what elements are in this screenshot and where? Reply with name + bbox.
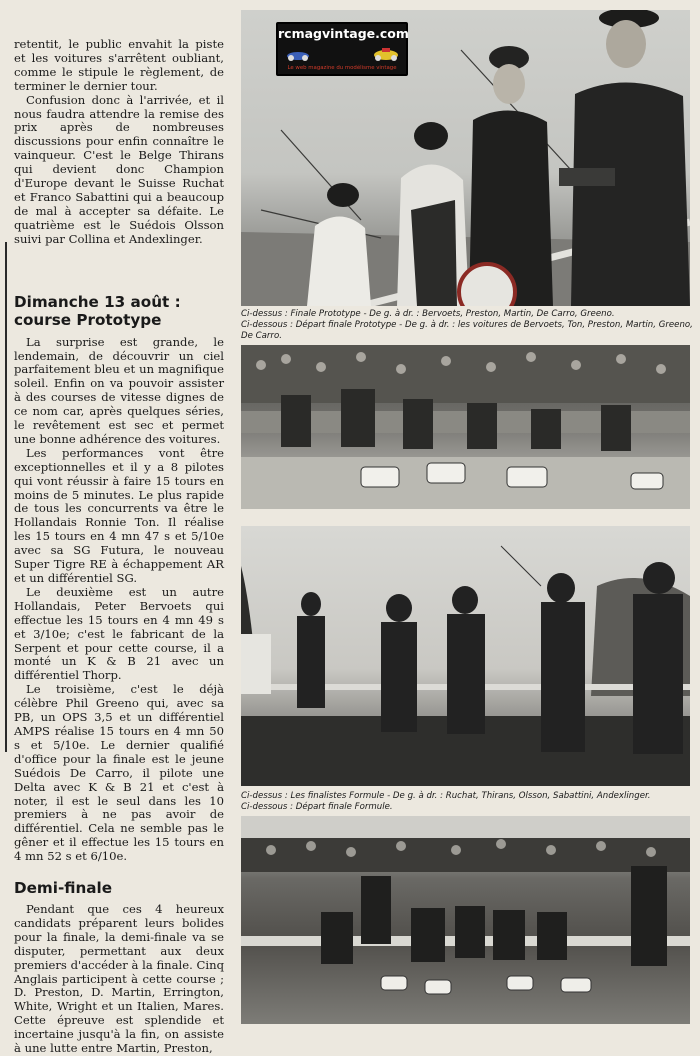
logo-subtitle: Le web magazine du modélisme vintage — [287, 65, 397, 71]
photo-finalistes-formule — [241, 526, 690, 786]
caption-photo-3: Ci-dessus : Les finalistes Formule - De g. à dr. : Ruchat, Thirans, Olsson, Sabattini, Andexlinger. — [241, 791, 651, 801]
race-car-icon — [282, 42, 402, 62]
heading-demi-finale: Demi-finale — [14, 879, 113, 898]
paragraph-1: retentit, le public envahit la piste et les voitures s'arrêtent oubliant, comme le stipule le règlement, de terminer le dernier tour. — [14, 37, 224, 93]
paragraph-3: La surprise est grande, le lendemain, de découvrir un ciel parfaitement bleu et un magnifique soleil. Enfin on va pouvoir assister à des courses de vitesse dignes de ce nom car, après quelques séries, le revêtement est sec et permet une bonne adhérence des voitures. — [14, 334, 224, 446]
rcmagvintage-logo — [276, 22, 408, 76]
text-column — [14, 38, 224, 1056]
caption-photo-1: Ci-dessus : Finale Prototype - De g. à dr. : Bervoets, Preston, Martin, De Carro, Greeno. — [241, 309, 615, 319]
paragraph-7: Pendant que ces 4 heureux candidats préparent leurs bolides pour la finale, la demi-finale va se disputer, permettant aux deux premiers d'accéder à la finale. Cinq Anglais participent à cette course ; D. Preston, D. Martin, Errington, White, Wright et un Italien, Mares. Cette épreuve est splendide et incertaine jusqu'à la fin, on assiste à une lutte entre Martin, Preston, — [14, 902, 224, 1056]
paragraph-4: Les performances vont être exceptionnelles et il y a 8 pilotes qui vont réussir à faire 15 tours en moins de 5 minutes. Le plus rapide de tous les concurrents va être le Hollandais Ronnie Ton. Il réalise les 15 tours en 4 mn 47 s et 5/10e avec sa SG Futura, le nouveau Super Tigre RE à échappement AR et un différentiel SG. — [14, 445, 224, 585]
paragraph-5: Le deuxième est un autre Hollandais, Peter Bervoets qui effectue les 15 tours en 4 mn 49 s et 3/10e; c'est le fabricant de la Serpent et pour cette course, il a monté un K & B 21 avec un différentiel Thorp. — [14, 584, 224, 683]
logo-title: rcmagvintage.com — [278, 26, 409, 41]
paragraph-2: Confusion donc à l'arrivée, et il nous faudra attendre la remise des prix après de nombreuses discussions pour enfin connaître le vainqueur. C'est le Belge Thirans qui devient donc Champion d'Europe devant le Suisse Ruchat et Franco Sabattini qui a beaucoup de mal à accepter sa défaite. Le quatrième est le Suédois Olsson suivi par Collina et Andexlinger. — [14, 92, 224, 246]
photo-depart-prototype — [241, 345, 690, 509]
caption-photo-2: Ci-dessous : Départ finale Prototype - De g. à dr. : les voitures de Bervoets, Ton, Preston, Martin, Greeno, De Carro. — [241, 320, 693, 341]
photo-depart-formule — [241, 816, 690, 1024]
heading-prototype: Dimanche 13 août : course Prototype — [14, 292, 181, 329]
paragraph-6: Le troisième, c'est le déjà célèbre Phil Greeno qui, avec sa PB, un OPS 3,5 et un différentiel AMPS réalise 15 tours en 4 mn 50 s et 5/10e. Le dernier qualifié d'office pour la finale est le jeune Suédois De Carro, il pilote une Delta avec K & B 21 et c'est à noter, il est le seul dans les 10 premiers à ne pas avoir de différentiel. Cela ne semble pas le gêner et il effectue les 15 tours en 4 mn 52 s et 6/10e. — [14, 682, 224, 864]
caption-photo-4: Ci-dessous : Départ finale Formule. — [241, 802, 393, 812]
column-rule — [5, 242, 7, 752]
